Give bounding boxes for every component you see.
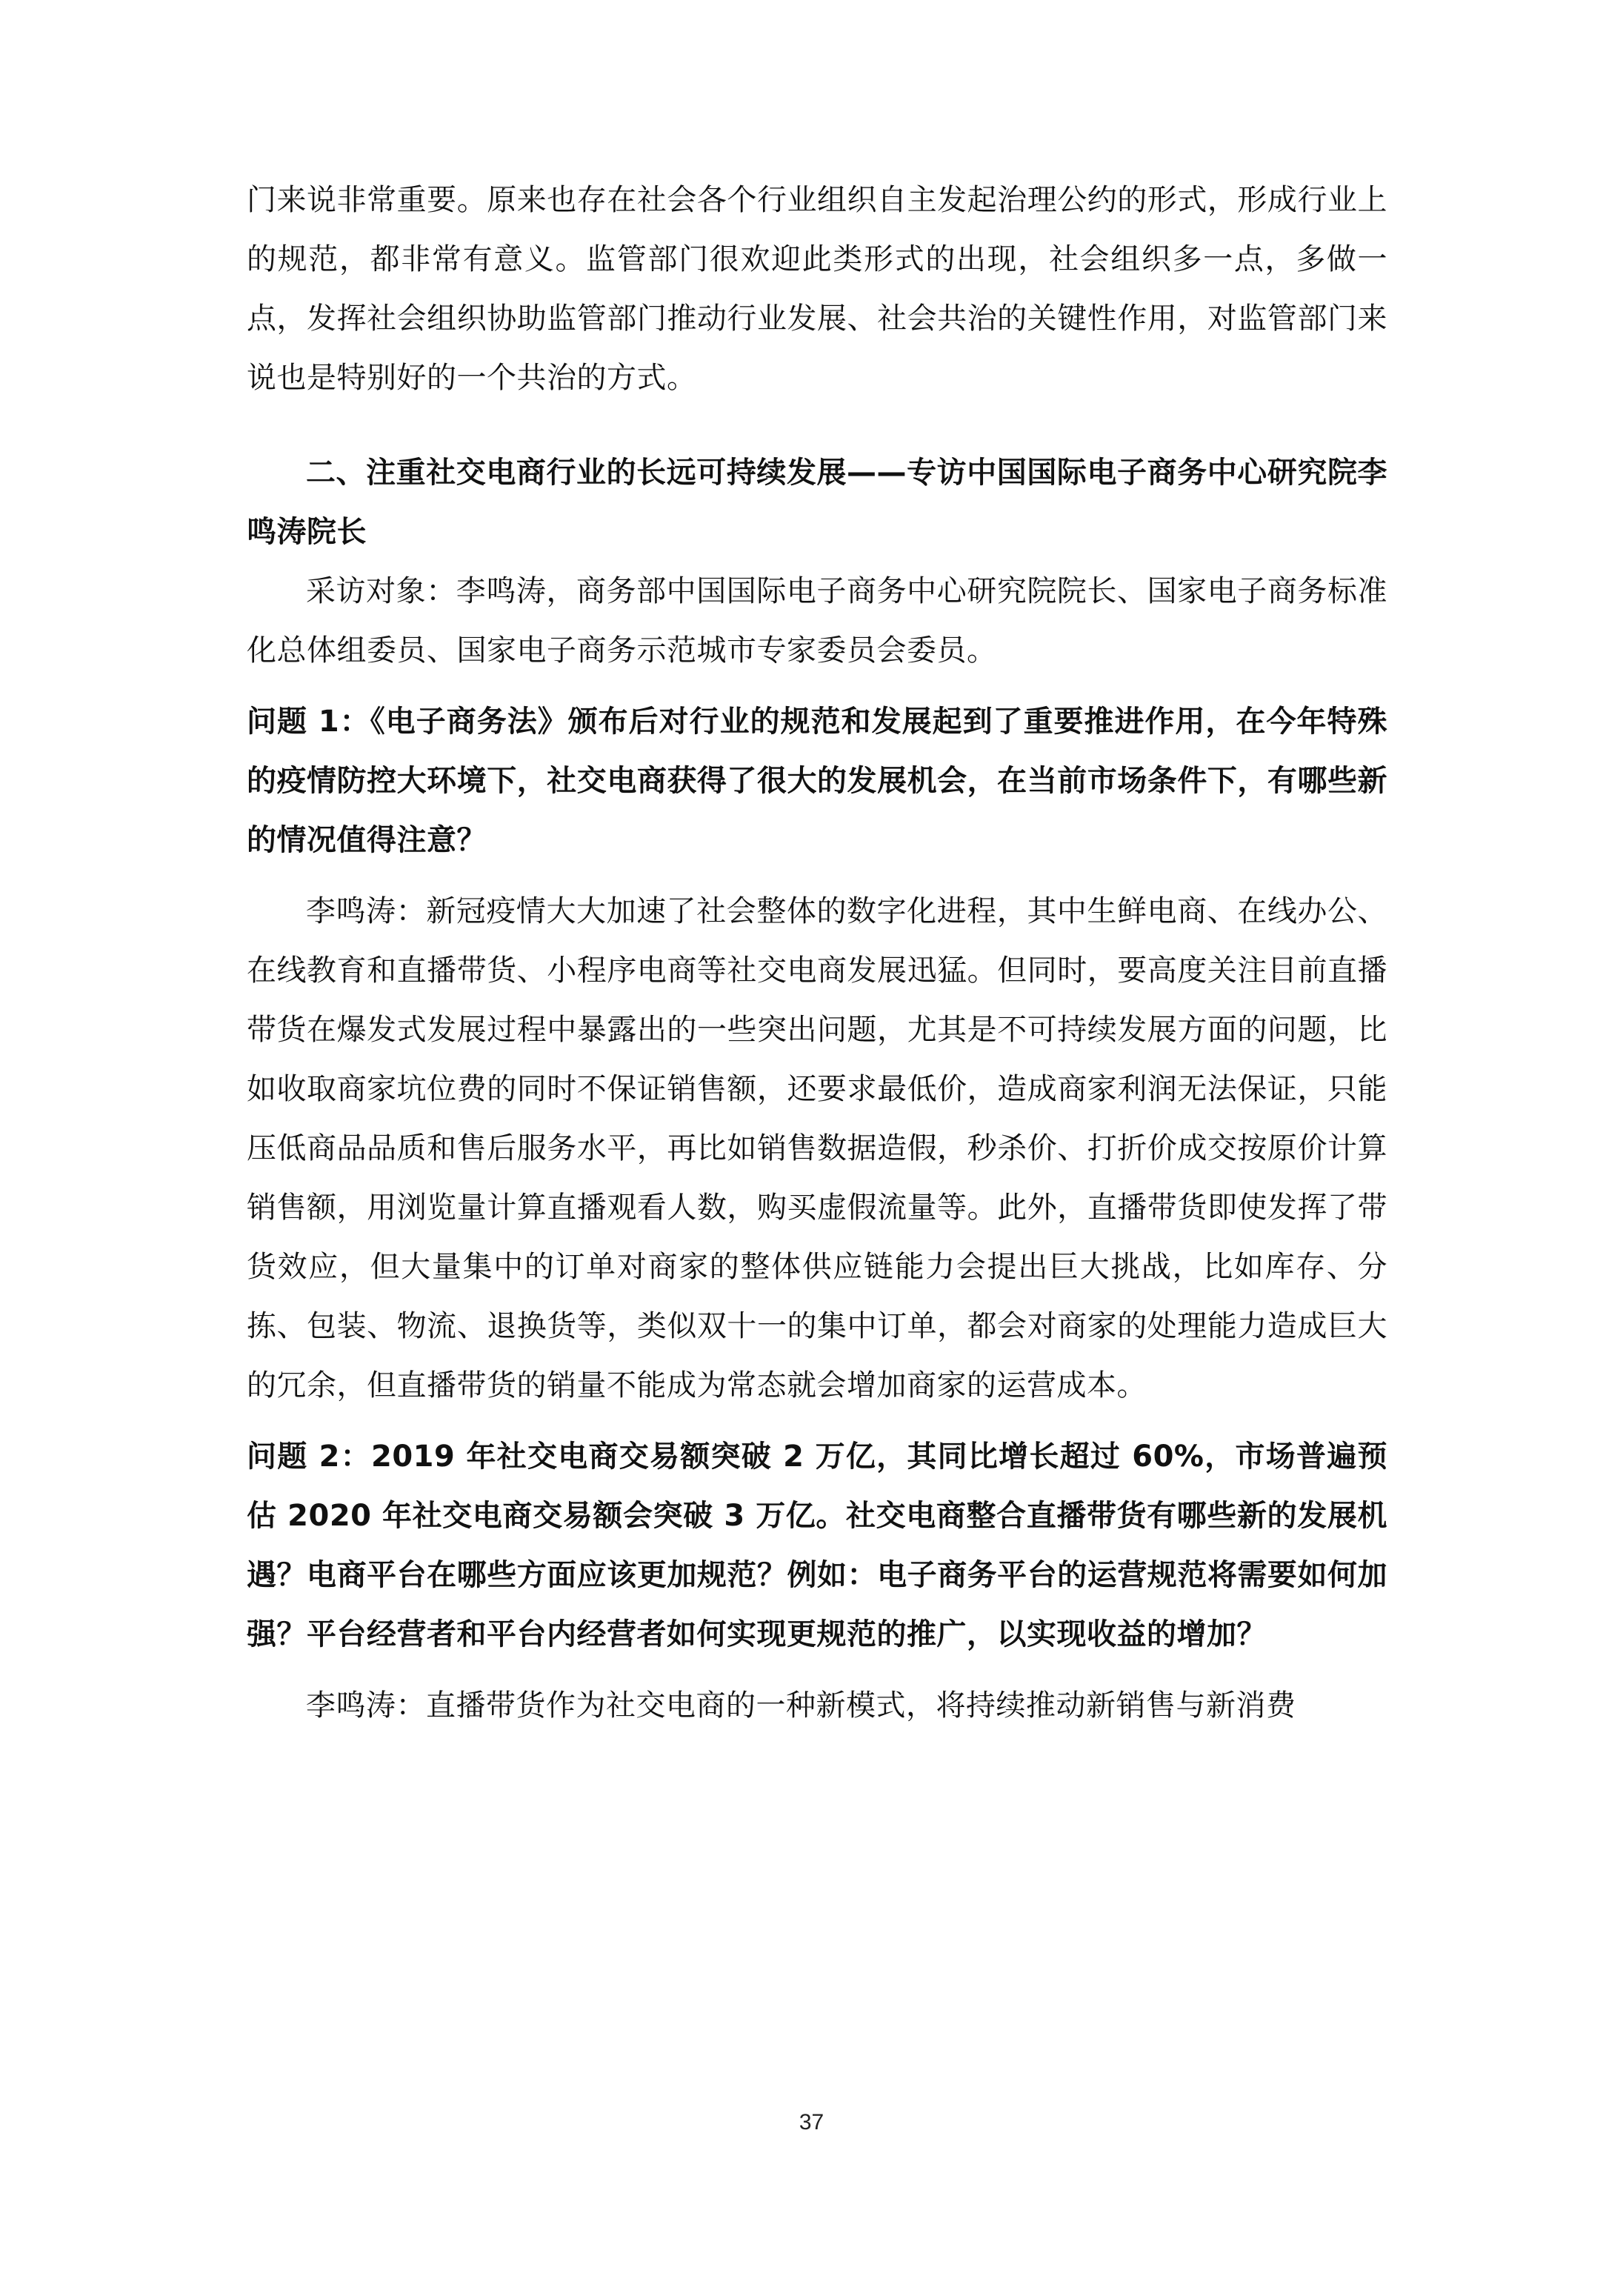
document-page [247,170,1387,1735]
page-number: 37 [799,2110,824,2134]
answer-2: 李鸣涛：直播带货作为社交电商的一种新模式，将持续推动新销售与新消费 [306,1688,1296,1723]
question-1: 问题 1：《电子商务法》颁布后对行业的规范和发展起到了重要推进作用，在今年特殊的疫情防控大环境下，社交电商获得了很大的发展机会，在当前市场条件下，有哪些新的情况值得注意？ [247,705,1387,857]
section-heading: 二、注重社交电商行业的长远可持续发展——专访中国国际电子商务中心研究院李鸣涛院长 [247,456,1387,549]
intro-paragraph: 门来说非常重要。原来也存在社会各个行业组织自主发起治理公约的形式，形成行业上的规范，都非常有意义。监管部门很欢迎此类形式的出现，社会组织多一点，多做一点，发挥社会组织协助监管部门推动行业发展、社会共治的关键性作用，对监管部门来说也是特别好的一个共治的方式。 [247,183,1387,395]
answer-1: 李鸣涛：新冠疫情大大加速了社会整体的数字化进程，其中生鲜电商、在线办公、在线教育和直播带货、小程序电商等社交电商发展迅猛。但同时，要高度关注目前直播带货在爆发式发展过程中暴露出的一些突出问题，尤其是不可持续发展方面的问题，比如收取商家坑位费的同时不保证销售额，还要求最低价，造成商家利润无法保证，只能压低商品品质和售后服务水平，再比如销售数据造假，秒杀价、打折价成交按原价计算销售额，用浏览量计算直播观看人数，购买虚假流量等。此外，直播带货即使发挥了带货效应，但大量集中的订单对商家的整体供应链能力会提出巨大挑战，比如库存、分拣、包装、物流、退换货等，类似双十一的集中订单，都会对商家的处理能力造成巨大的冗余，但直播带货的销量不能成为常态就会增加商家的运营成本。 [247,894,1387,1402]
question-2: 问题 2：2019 年社交电商交易额突破 2 万亿，其同比增长超过 60%，市场普遍预估 2020 年社交电商交易额会突破 3 万亿。社交电商整合直播带货有哪些新的发展机遇？电商平台在哪些方面应该更加规范？例如：电子商务平台的运营规范将需要如何加强？平台经营者和平台内经营者如何实现更规范的推广，以实现收益的增加？ [247,1440,1387,1651]
interviewee-paragraph: 采访对象：李鸣涛，商务部中国国际电子商务中心研究院院长、国家电子商务标准化总体组委员、国家电子商务示范城市专家委员会委员。 [247,574,1387,668]
